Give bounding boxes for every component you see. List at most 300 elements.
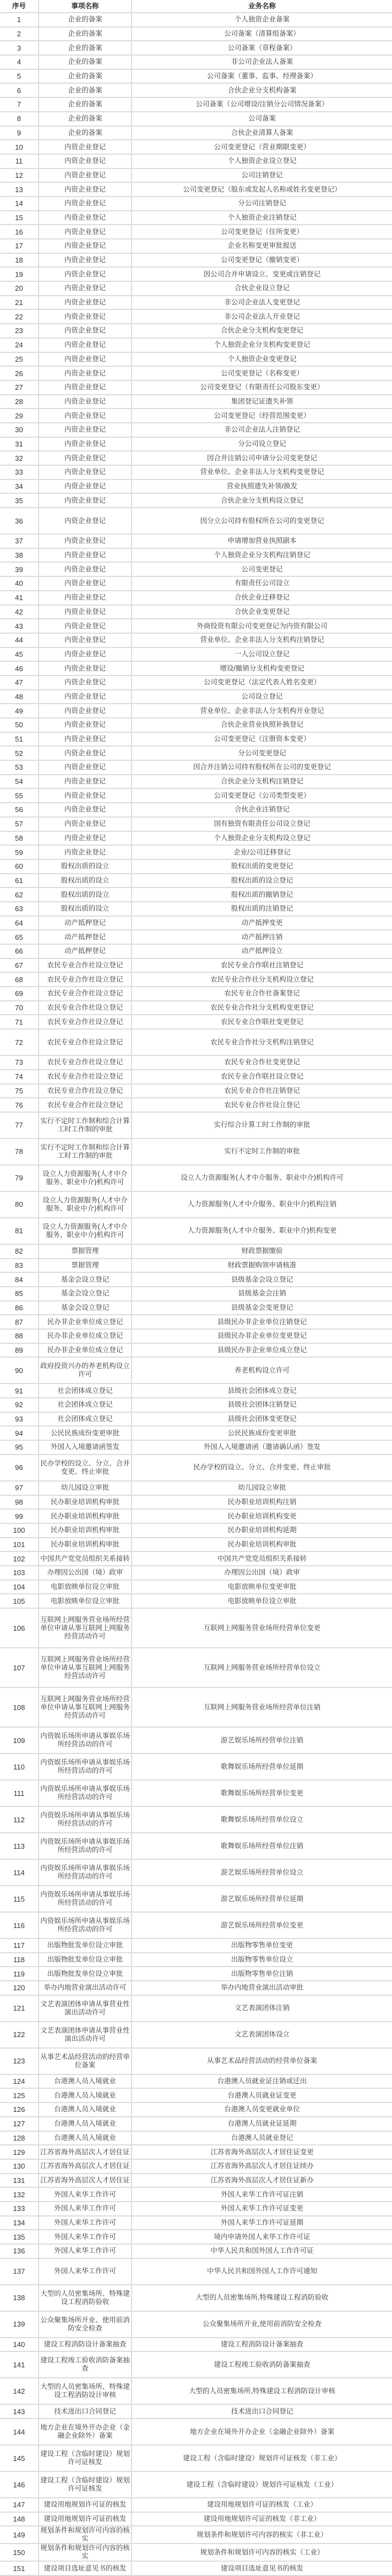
business-name: 互联网上网服务营业场所经营单位变更 (132, 1608, 392, 1648)
row-number: 60 (0, 859, 39, 874)
row-number: 11 (0, 154, 39, 168)
business-name: 县级民办非企业单位注销登记 (132, 1315, 392, 1329)
table-row (0, 1343, 392, 1358)
business-name: 民办职业培训机构注销 (132, 1495, 392, 1510)
table-row (0, 1244, 392, 1259)
business-name: 举办内地营业演出活动审批 (132, 1981, 392, 1995)
row-number: 103 (0, 1566, 39, 1580)
item-name: 内资企业登记 (39, 661, 132, 676)
business-name: 股权出质的撤销登记 (132, 887, 392, 902)
item-name: 基金会设立登记 (39, 1287, 132, 1301)
item-name: 内资娱乐场所申请从事娱乐场所经营活动的许可 (39, 1859, 132, 1886)
item-name: 内资企业登记 (39, 423, 132, 437)
table-row (0, 1191, 392, 1218)
business-name: 文艺表演团体设立 (132, 2022, 392, 2048)
business-name: 农民专业合作社备案登记 (132, 987, 392, 1001)
table-row (0, 97, 392, 112)
row-number: 125 (0, 2088, 39, 2103)
row-number: 114 (0, 1859, 39, 1886)
business-name: 外国人来华工作许可证变更 (132, 2202, 392, 2216)
table-row (0, 2378, 392, 2404)
business-name: 规划条件和规划许可内容的核实（工业） (132, 2544, 392, 2561)
table-row (0, 126, 392, 140)
business-name: 歌舞娱乐场所经营单位设立 (132, 1806, 392, 1833)
business-name: 农民专业合作社分支机构设立登记 (132, 972, 392, 987)
item-name: 农民专业合作社设立登记 (39, 1001, 132, 1015)
item-name: 内资企业登记 (39, 197, 132, 211)
table-row (0, 591, 392, 605)
item-name: 设立人力资源服务(人才中介服务、职业中介)机构许可 (39, 1191, 132, 1218)
business-name: 农民专业合作社变更登记 (132, 1055, 392, 1070)
row-number: 40 (0, 576, 39, 591)
business-name: 实行不定时工作制的审批 (132, 1139, 392, 1165)
business-name: 农民专业合作联社设立登记 (132, 1070, 392, 1084)
table-row (0, 2351, 392, 2378)
row-number: 65 (0, 930, 39, 944)
row-number: 102 (0, 1551, 39, 1566)
business-name: 游艺娱乐场所经营单位延期 (132, 1886, 392, 1912)
row-number: 30 (0, 423, 39, 437)
business-name: 建设用地规划许可证的核发（工业） (132, 2498, 392, 2512)
table-row (0, 845, 392, 859)
table-row (0, 2145, 392, 2159)
business-name: 公司变更登记（公司类型变更） (132, 788, 392, 803)
item-name: 出版物批发单位设立审批 (39, 1953, 132, 1967)
row-number: 108 (0, 1687, 39, 1727)
item-name: 技术进出口合同登记 (39, 2404, 132, 2419)
row-number: 132 (0, 2187, 39, 2202)
table-row (0, 1029, 392, 1055)
business-name: 非公司企业法人变更登记 (132, 296, 392, 310)
table-row (0, 1398, 392, 1412)
row-number: 139 (0, 2311, 39, 2338)
row-number: 10 (0, 140, 39, 154)
item-name: 动产抵押登记 (39, 944, 132, 958)
item-name: 江苏省海外高层次人才居住证 (39, 2174, 132, 2188)
business-name: 分公司变更登记 (132, 746, 392, 760)
business-name: 合伙企业变更登记 (132, 605, 392, 619)
item-name: 建设工程（含临时建设）规划许可证核发 (39, 2471, 132, 2498)
row-number: 94 (0, 1426, 39, 1440)
row-number: 107 (0, 1648, 39, 1687)
item-name: 内资娱乐场所申请从事娱乐场所经营活动的许可 (39, 1753, 132, 1780)
table-row (0, 1538, 392, 1552)
row-number: 2 (0, 27, 39, 41)
table-row (0, 972, 392, 987)
table-row (0, 1098, 392, 1112)
item-name: 内资企业登记 (39, 225, 132, 239)
item-name: 内资企业登记 (39, 465, 132, 480)
business-name: 公司注销登记 (132, 168, 392, 183)
row-number: 26 (0, 366, 39, 380)
row-number: 20 (0, 281, 39, 296)
business-name: 中华人民共和国外国人工作许可证 (132, 2244, 392, 2258)
table-row (0, 1953, 392, 1967)
table-row (0, 13, 392, 27)
business-name: 分公司设立登记 (132, 437, 392, 451)
business-name: 出版物零售单位设立 (132, 1953, 392, 1967)
row-number: 58 (0, 831, 39, 846)
item-name: 内资企业登记 (39, 395, 132, 409)
row-number: 95 (0, 1440, 39, 1455)
item-name: 外国人来华工作许可 (39, 2187, 132, 2202)
row-number: 72 (0, 1029, 39, 1055)
business-name: 幼儿园设立审批 (132, 1481, 392, 1495)
row-number: 104 (0, 1580, 39, 1594)
business-name: 大型的人员密集场所,特殊建设工程消防设计审核 (132, 2378, 392, 2404)
row-number: 143 (0, 2404, 39, 2419)
item-name: 农民专业合作社设立登记 (39, 1029, 132, 1055)
item-name: 设立人力资源服务(人才中介服务、职业中介)机构许可 (39, 1218, 132, 1244)
business-name: 民办学校的设立、分立、合并变更、终止审批 (132, 1455, 392, 1481)
row-number: 145 (0, 2445, 39, 2471)
row-number: 44 (0, 633, 39, 647)
table-row (0, 1329, 392, 1343)
table-row (0, 1015, 392, 1029)
row-number: 7 (0, 97, 39, 112)
row-number: 22 (0, 309, 39, 324)
table-row (0, 409, 392, 423)
row-number: 14 (0, 197, 39, 211)
business-name: 建设工程（含临时建设）规划许可证核发（非工业） (132, 2445, 392, 2471)
table-row (0, 154, 392, 168)
item-name: 公民民族成份变更审批 (39, 1426, 132, 1440)
row-number: 113 (0, 1833, 39, 1859)
item-name: 公众聚集场所开业、使用前消防安全检查 (39, 2311, 132, 2338)
item-name: 设立人力资源服务(人才中介服务、职业中介)机构许可 (39, 1165, 132, 1191)
table-row (0, 2544, 392, 2561)
business-name: 大型的人员密集场所,特殊建设工程消防验收 (132, 2285, 392, 2311)
table-row (0, 576, 392, 591)
business-name: 因合并注销公司持有股权所在公司的变更登记 (132, 760, 392, 775)
table-row (0, 296, 392, 310)
table-row (0, 225, 392, 239)
row-number: 8 (0, 112, 39, 126)
row-number: 41 (0, 591, 39, 605)
table-row (0, 2498, 392, 2512)
table-row (0, 197, 392, 211)
row-number: 146 (0, 2471, 39, 2498)
item-name: 农民专业合作社设立登记 (39, 958, 132, 973)
business-name: 地方企业在境外开办企业（金融企业除外）备案 (132, 2419, 392, 2445)
row-number: 144 (0, 2419, 39, 2445)
item-name: 内资企业登记 (39, 281, 132, 296)
item-name: 外国人来华工作许可 (39, 2258, 132, 2285)
row-number: 119 (0, 1967, 39, 1981)
business-name: 台港澳人员就业证变更 (132, 2088, 392, 2103)
item-name: 出版物批发单位设立审批 (39, 1967, 132, 1981)
row-number: 111 (0, 1780, 39, 1806)
item-name: 内资企业登记 (39, 676, 132, 690)
table-row (0, 2285, 392, 2311)
table-row (0, 1070, 392, 1084)
item-name: 内资企业登记 (39, 817, 132, 831)
row-number: 47 (0, 676, 39, 690)
row-number: 34 (0, 480, 39, 494)
row-number: 129 (0, 2145, 39, 2159)
item-name: 农民专业合作社设立登记 (39, 972, 132, 987)
row-number: 28 (0, 395, 39, 409)
table-row (0, 112, 392, 126)
item-name: 台港澳人员入境就业 (39, 2131, 132, 2145)
table-row (0, 309, 392, 324)
business-name: 个人独资企业设立登记 (132, 154, 392, 168)
row-number: 118 (0, 1953, 39, 1967)
item-name: 内资企业登记 (39, 605, 132, 619)
header-no: 序号 (0, 0, 39, 13)
business-name: 动产抵押设立 (132, 944, 392, 958)
row-number: 33 (0, 465, 39, 480)
item-name: 内资企业登记 (39, 352, 132, 367)
item-name: 外国人入境邀请函签发 (39, 1440, 132, 1455)
business-name: 公众聚集场所开业,使用前消防安全检查 (132, 2311, 392, 2338)
row-number: 36 (0, 508, 39, 534)
business-name: 县级社会团体成立登记 (132, 1384, 392, 1398)
row-number: 136 (0, 2244, 39, 2258)
business-name: 江苏省海外高层次人才居住证续办 (132, 2159, 392, 2174)
business-name: 公司备案 (132, 112, 392, 126)
table-row (0, 944, 392, 958)
table-row (0, 1859, 392, 1886)
item-name: 社会团体成立登记 (39, 1398, 132, 1412)
row-number: 70 (0, 1001, 39, 1015)
table-row (0, 423, 392, 437)
item-name: 内资企业登记 (39, 267, 132, 281)
table-row (0, 775, 392, 789)
item-name: 内资企业登记 (39, 309, 132, 324)
item-name: 股权出质的设立 (39, 887, 132, 902)
business-name: 实行综合计算工时工作制的审批 (132, 1112, 392, 1139)
table-row (0, 2216, 392, 2230)
table-row (0, 324, 392, 338)
business-name: 合伙企业营业执照补换登记 (132, 718, 392, 732)
header-item-name: 事项名称 (39, 0, 132, 13)
row-number: 4 (0, 55, 39, 69)
row-number: 16 (0, 225, 39, 239)
table-row (0, 267, 392, 281)
row-number: 74 (0, 1070, 39, 1084)
table-row (0, 1967, 392, 1981)
business-name: 农民专业合作社设立登记 (132, 1098, 392, 1112)
business-name: 个人独资企业分支机构注销登记 (132, 548, 392, 563)
table-row (0, 2512, 392, 2526)
row-number: 43 (0, 619, 39, 633)
row-number: 12 (0, 168, 39, 183)
business-name: 企业名称变更审批报送 (132, 239, 392, 253)
item-name: 内资娱乐场所申请从事娱乐场所经营活动的许可 (39, 1806, 132, 1833)
table-row (0, 2103, 392, 2117)
business-name: 县级基金会设立登记 (132, 1272, 392, 1287)
row-number: 141 (0, 2351, 39, 2378)
table-row (0, 859, 392, 874)
business-name: 农民专业合作联社变更登记 (132, 1015, 392, 1029)
row-number: 37 (0, 534, 39, 548)
table-row (0, 704, 392, 718)
row-number: 92 (0, 1398, 39, 1412)
table-row (0, 338, 392, 352)
table-row (0, 1938, 392, 1953)
table-row (0, 253, 392, 268)
table-row (0, 2258, 392, 2285)
row-number: 25 (0, 352, 39, 367)
item-name: 建设工程（含临时建设）规划许可证核发 (39, 2445, 132, 2471)
item-name: 内资企业登记 (39, 619, 132, 633)
item-name: 企业的备案 (39, 83, 132, 97)
business-name: 人力资源服务(人才中介服务、职业中介)机构注销 (132, 1191, 392, 1218)
row-number: 35 (0, 493, 39, 508)
row-number: 23 (0, 324, 39, 338)
business-name: 农民专业合作社注销登记 (132, 1084, 392, 1098)
business-name: 公司设立登记 (132, 690, 392, 704)
row-number: 39 (0, 562, 39, 576)
business-name: 财政票据缴验 (132, 1244, 392, 1259)
business-name: 电影放映单位变更审批 (132, 1580, 392, 1594)
item-name: 基金会设立登记 (39, 1301, 132, 1315)
business-name: 合伙企业分支机构变更登记 (132, 324, 392, 338)
row-number: 123 (0, 2048, 39, 2074)
business-name: 股权出质的注销登记 (132, 902, 392, 916)
table-row (0, 902, 392, 916)
table-row (0, 746, 392, 760)
business-name: 农民专业合作联社注销登记 (132, 958, 392, 973)
table-row (0, 1426, 392, 1440)
row-number: 63 (0, 902, 39, 916)
business-name: 个人独资企业分支机构设立登记 (132, 831, 392, 846)
business-name: 营业单位、企业非法人分支机构注销登记 (132, 633, 392, 647)
table-row (0, 395, 392, 409)
row-number: 93 (0, 1412, 39, 1426)
table-header-row (0, 0, 392, 13)
item-name: 农民专业合作社设立登记 (39, 1055, 132, 1070)
row-number: 87 (0, 1315, 39, 1329)
business-name: 县级基金会注销 (132, 1287, 392, 1301)
table-row (0, 874, 392, 888)
item-name: 内资企业登记 (39, 690, 132, 704)
item-name: 举办内地营业演出活动许可 (39, 1981, 132, 1995)
table-row (0, 2230, 392, 2244)
item-name: 内资企业登记 (39, 548, 132, 563)
business-name: 台港澳人员就业证延期 (132, 2117, 392, 2131)
item-name: 社会团体成立登记 (39, 1384, 132, 1398)
table-row (0, 168, 392, 183)
table-row (0, 69, 392, 84)
item-name: 内资娱乐场所申请从事娱乐场所经营活动的许可 (39, 1886, 132, 1912)
row-number: 140 (0, 2338, 39, 2352)
table-row (0, 2311, 392, 2338)
row-number: 106 (0, 1608, 39, 1648)
table-row (0, 2202, 392, 2216)
table-row (0, 1357, 392, 1384)
business-name: 动产抵押注销 (132, 930, 392, 944)
table-row (0, 465, 392, 480)
row-number: 76 (0, 1098, 39, 1112)
table-row (0, 887, 392, 902)
item-name: 内资企业登记 (39, 253, 132, 268)
row-number: 151 (0, 2561, 39, 2575)
row-number: 128 (0, 2131, 39, 2145)
business-name: 县级社会团体注销登记 (132, 1398, 392, 1412)
business-name: 股权出质的设立登记 (132, 874, 392, 888)
item-name: 外国人来华工作许可 (39, 2216, 132, 2230)
item-name: 股权出质的设立 (39, 902, 132, 916)
item-name: 地方企业在境外开办企业（金融企业除外）备案 (39, 2419, 132, 2445)
business-name: 个人独资企业分支机构变更登记 (132, 338, 392, 352)
business-name: 歌舞娱乐场所经营单位变更 (132, 1780, 392, 1806)
item-name: 中国共产党党员组织关系接转 (39, 1551, 132, 1566)
business-name: 建设工程竣工验收消防备案抽查 (132, 2351, 392, 2378)
row-number: 19 (0, 267, 39, 281)
row-number: 68 (0, 972, 39, 987)
business-name: 从事艺术品经营活动的经营单位备案 (132, 2048, 392, 2074)
item-name: 江苏省海外高层次人才居住证 (39, 2145, 132, 2159)
row-number: 88 (0, 1329, 39, 1343)
item-name: 民办学校的设立、分立、合并变更、终止审批 (39, 1455, 132, 1481)
table-row (0, 690, 392, 704)
business-name: 公司变更登记（撤销变更） (132, 253, 392, 268)
row-number: 147 (0, 2498, 39, 2512)
business-name: 游艺娱乐场所经营单位注销 (132, 1727, 392, 1753)
business-name: 台港澳人员就业证注销或迁出 (132, 2074, 392, 2089)
business-name: 规划条件和规划许可内容的核实（非工业） (132, 2526, 392, 2544)
item-name: 内资企业登记 (39, 154, 132, 168)
item-name: 企业的备案 (39, 13, 132, 27)
item-name: 民办非企业单位成立登记 (39, 1315, 132, 1329)
item-name: 出版物批发单位设立审批 (39, 1938, 132, 1953)
item-name: 内资娱乐场所申请从事娱乐场所经营活动的许可 (39, 1912, 132, 1938)
business-name: 建设工程消防设计备案抽查 (132, 2338, 392, 2352)
table-row (0, 1301, 392, 1315)
row-number: 54 (0, 775, 39, 789)
item-name: 民办职业培训机构审批 (39, 1509, 132, 1523)
table-row (0, 1912, 392, 1938)
business-name: 台港澳人员就业登记 (132, 2131, 392, 2145)
business-name: 设立人力资源服务(人才中介服务、职业中介)机构许可 (132, 1165, 392, 1191)
row-number: 38 (0, 548, 39, 563)
row-number: 6 (0, 83, 39, 97)
item-name: 台港澳人员入境就业 (39, 2088, 132, 2103)
row-number: 18 (0, 253, 39, 268)
row-number: 122 (0, 2022, 39, 2048)
table-row (0, 1753, 392, 1780)
table-row (0, 958, 392, 973)
table-row (0, 2117, 392, 2131)
item-name: 企业的备案 (39, 41, 132, 55)
row-number: 149 (0, 2526, 39, 2544)
business-name: 合伙企业分支机构设立登记 (132, 493, 392, 508)
row-number: 5 (0, 69, 39, 84)
business-name: 财政票据购领申请核准 (132, 1259, 392, 1273)
item-name: 内资企业登记 (39, 704, 132, 718)
business-name: 公司变更登记（法定代表人姓名变更） (132, 676, 392, 690)
table-row (0, 605, 392, 619)
row-number: 67 (0, 958, 39, 973)
table-row (0, 817, 392, 831)
table-row (0, 281, 392, 296)
item-name: 江苏省海外高层次人才居住证 (39, 2159, 132, 2174)
table-row (0, 2187, 392, 2202)
business-name: 民办职业培训机构审批 (132, 1538, 392, 1552)
table-row (0, 2445, 392, 2471)
table-row (0, 2022, 392, 2048)
table-row (0, 1272, 392, 1287)
item-name: 内资企业登记 (39, 845, 132, 859)
business-name: 游艺娱乐场所经营单位变更 (132, 1912, 392, 1938)
item-name: 实行不定时工作制和综合计算工时工作制的审批 (39, 1112, 132, 1139)
item-name: 办理因公出国（境）政审 (39, 1566, 132, 1580)
item-name: 实行不定时工作制和综合计算工时工作制的审批 (39, 1139, 132, 1165)
item-name: 外国人来华工作许可 (39, 2230, 132, 2244)
row-number: 134 (0, 2216, 39, 2230)
